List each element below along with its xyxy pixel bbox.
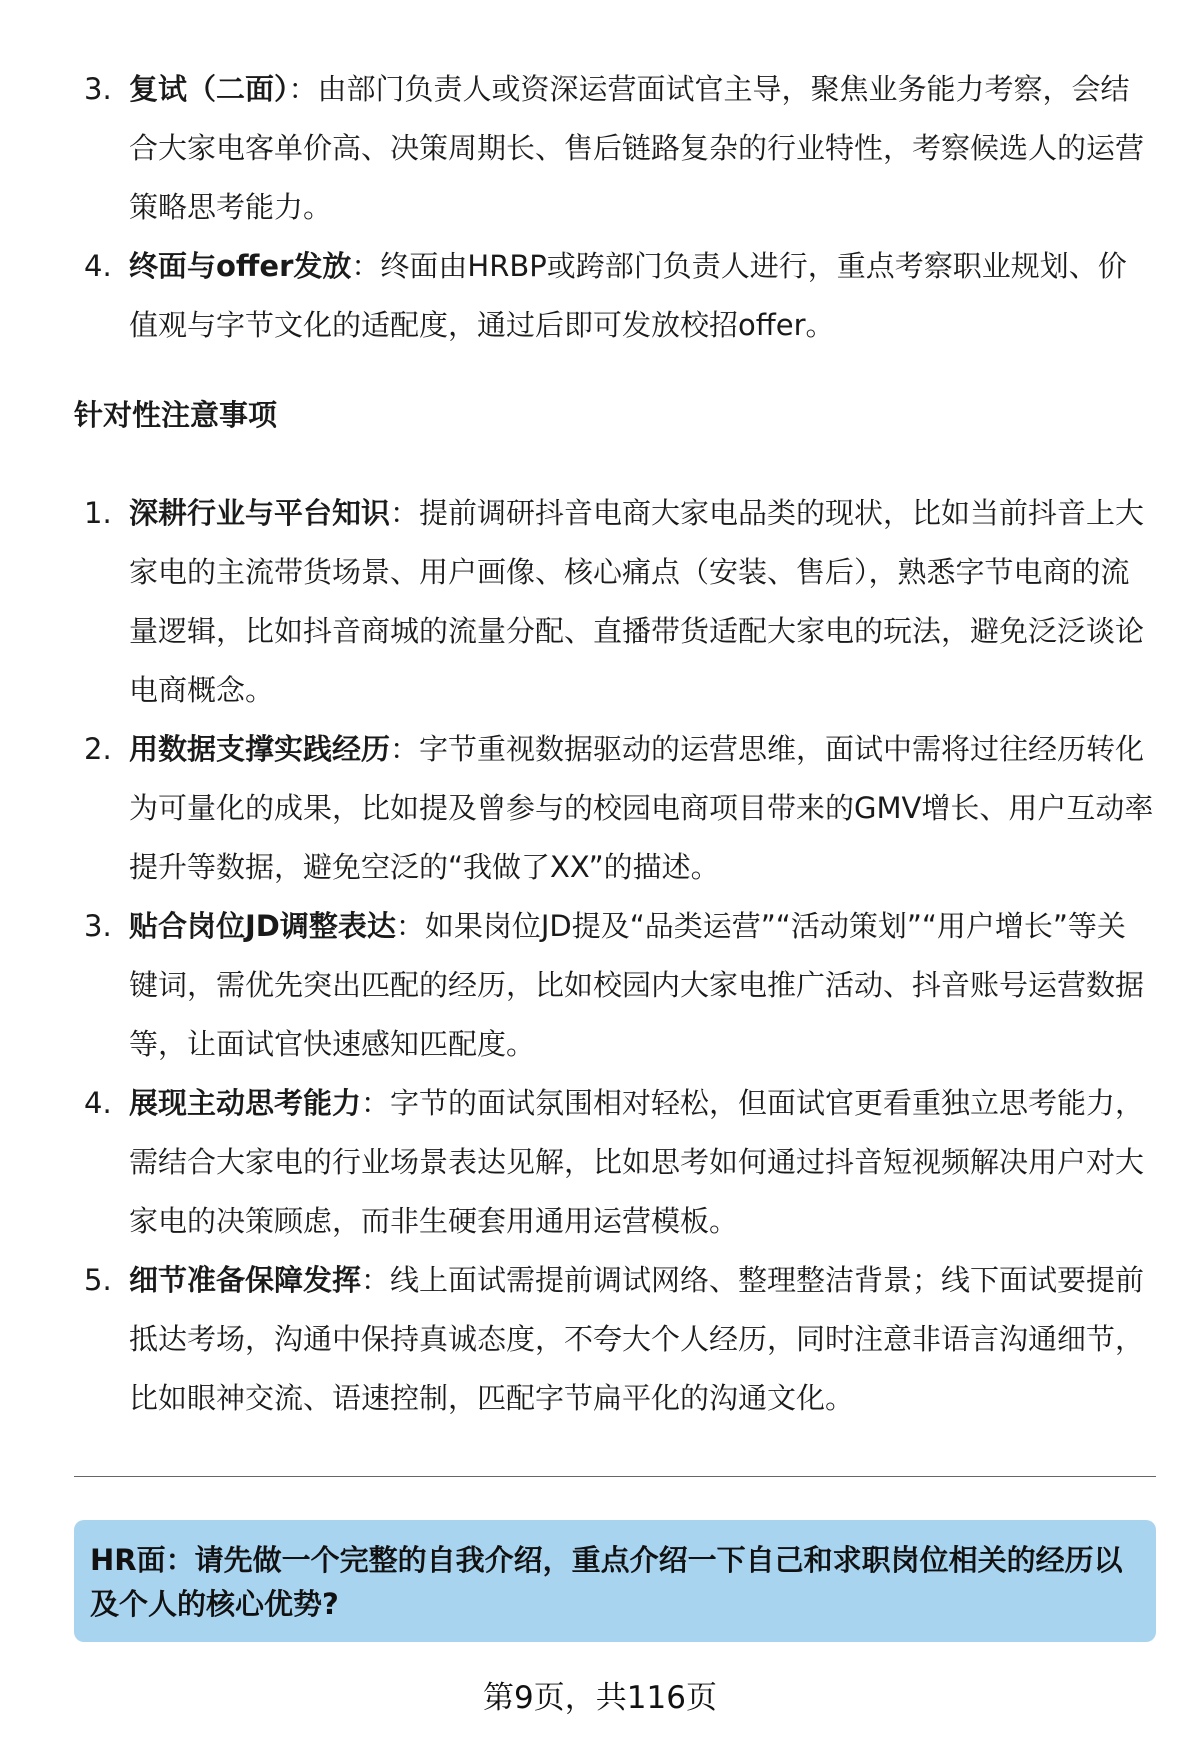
item-number: 5.	[84, 1263, 112, 1297]
divider	[74, 1476, 1156, 1477]
item-number: 3.	[84, 72, 112, 106]
item-body: ：终面由HRBP或跨部门负责人进行，重点考察职业规划、价值观与字节文化的适配度，通过后即可发放校招offer。	[129, 249, 1127, 342]
item-title: 终面与offer发放	[129, 249, 352, 283]
item-title: 复试（二面）	[129, 72, 289, 106]
item-number: 4.	[84, 1086, 112, 1120]
item-number: 2.	[84, 732, 112, 766]
hr-question-box	[74, 1520, 1156, 1642]
list-item	[74, 720, 1154, 897]
list-item	[74, 484, 1154, 720]
item-body: ：线上面试需提前调试网络、整理整洁背景；线下面试要提前抵达考场，沟通中保持真诚态度，不夸大个人经历，同时注意非语言沟通细节，比如眼神交流、语速控制，匹配字节扁平化的沟通文化。	[129, 1263, 1145, 1415]
list-item	[74, 237, 1154, 355]
list-item	[74, 60, 1154, 237]
item-title: 深耕行业与平台知识	[129, 496, 391, 530]
item-title: 贴合岗位JD调整表达	[129, 909, 396, 943]
item-body: ：由部门负责人或资深运营面试官主导，聚焦业务能力考察，会结合大家电客单价高、决策周期长、售后链路复杂的行业特性，考察候选人的运营策略思考能力。	[129, 72, 1145, 224]
item-title: 细节准备保障发挥	[129, 1263, 362, 1297]
item-body: ：字节重视数据驱动的运营思维，面试中需将过往经历转化为可量化的成果，比如提及曾参与的校园电商项目带来的GMV增长、用户互动率提升等数据，避免空泛的“我做了XX”的描述。	[129, 732, 1154, 884]
item-title: 展现主动思考能力	[129, 1086, 362, 1120]
item-body: ：提前调研抖音电商大家电品类的现状，比如当前抖音上大家电的主流带货场景、用户画像、核心痛点（安装、售后），熟悉字节电商的流量逻辑，比如抖音商城的流量分配、直播带货适配大家电的玩法，避免泛泛谈论电商概念。	[129, 496, 1145, 707]
list-item	[74, 897, 1154, 1074]
hr-question-text: HR面：请先做一个完整的自我介绍，重点介绍一下自己和求职岗位相关的经历以及个人的核心优势?	[90, 1543, 1123, 1621]
list-item	[74, 1251, 1154, 1428]
interview-process-list	[74, 60, 1154, 355]
item-number: 4.	[84, 249, 112, 283]
item-title: 用数据支撑实践经历	[129, 732, 391, 766]
notes-list	[74, 484, 1154, 1428]
item-number: 1.	[84, 496, 112, 530]
item-number: 3.	[84, 909, 112, 943]
item-body: ：字节的面试氛围相对轻松，但面试官更看重独立思考能力，需结合大家电的行业场景表达见解，比如思考如何通过抖音短视频解决用户对大家电的决策顾虑，而非生硬套用通用运营模板。	[129, 1086, 1145, 1238]
item-body: ：如果岗位JD提及“品类运营”“活动策划”“用户增长”等关键词，需优先突出匹配的经历，比如校园内大家电推广活动、抖音账号运营数据等，让面试官快速感知匹配度。	[129, 909, 1145, 1061]
page-footer: 第9页，共116页	[483, 1680, 717, 1716]
section-heading: 针对性注意事项	[74, 398, 278, 432]
list-item	[74, 1074, 1154, 1251]
